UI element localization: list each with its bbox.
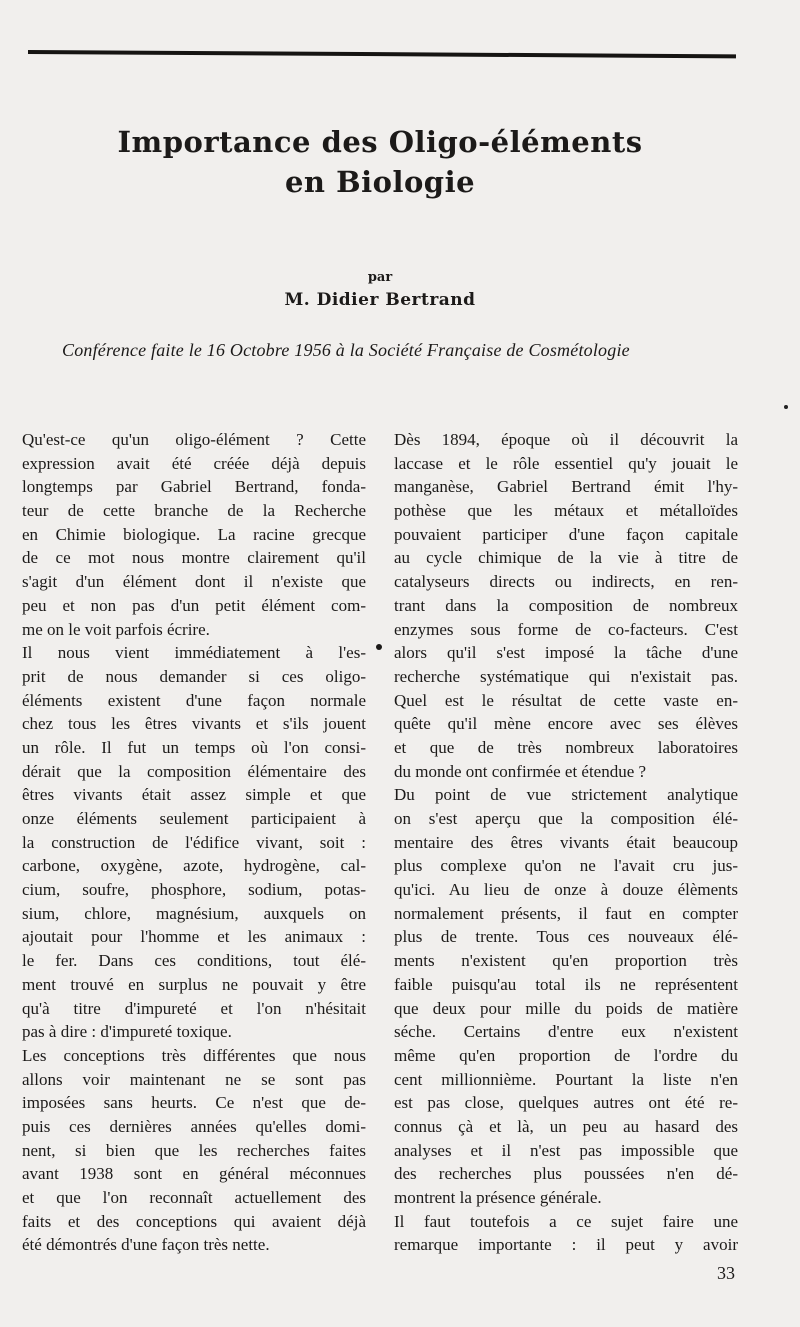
text-line: trant dans la composition de nombreux: [394, 595, 738, 615]
text-line: expression avait été créée déjà depuis: [22, 453, 366, 473]
author-name: M. Didier Bertrand: [284, 290, 476, 310]
text-line: peu et non pas d'un petit élément com-: [22, 595, 366, 615]
text-line: connus çà et là, un peu au hasard des: [394, 1116, 738, 1136]
top-rule: [28, 50, 736, 58]
text-line: prit de nous demander si ces oligo-: [22, 666, 366, 686]
text-line: Il nous vient immédiatement à l'es-: [22, 643, 366, 663]
text-line: recherche systématique qui n'existait pas.: [394, 666, 738, 686]
text-line: dérait que la composition élémentaire des: [22, 761, 366, 781]
text-line: avant 1938 sont en général méconnues: [22, 1164, 366, 1184]
text-line: le fer. Dans ces conditions, tout élé-: [22, 951, 366, 971]
text-line: mentaire des êtres vivants était beaucoup: [394, 832, 738, 852]
text-line: teur de cette branche de la Recherche: [22, 501, 366, 521]
text-line: pas à dire : d'impureté toxique.: [22, 1022, 232, 1042]
text-line: Dès 1894, époque où il découvrit la: [394, 430, 738, 449]
text-line: puis ces dernières années qu'elles domi-: [22, 1116, 366, 1136]
text-line: qu'ici. Au lieu de onze à douze élèments: [394, 880, 738, 900]
text-line: catalyseurs directs ou indirects, en ren-: [394, 572, 738, 592]
text-line: plus de trente. Tous ces nouveaux élé-: [394, 927, 738, 947]
text-line: été démontrés d'une façon très nette.: [22, 1235, 270, 1255]
text-line: faits et des conceptions qui avaient déjà: [22, 1211, 366, 1231]
text-line: on s'est aperçu que la composition élé-: [394, 809, 738, 828]
text-line: manganèse, Gabriel Bertrand émit l'hy-: [394, 477, 738, 497]
title-line-1: Importance des Oligo-éléments: [117, 125, 643, 159]
text-line: et que l'on reconnaît actuellement des: [22, 1188, 366, 1207]
text-line: pouvaient participer d'une façon capitale: [394, 524, 738, 544]
text-line: plus complexe qu'on ne l'avait cru jus-: [394, 856, 738, 876]
text-line: carbone, oxygène, azote, hydrogène, cal-: [22, 856, 366, 876]
article-title: [0, 122, 760, 202]
text-line: s'agit d'un élément dont il n'existe que: [22, 572, 366, 592]
stray-mark: [784, 405, 788, 409]
text-line: de ce mot nous montre clairement qu'il: [22, 548, 366, 568]
text-line: au cycle chimique de la vie à titre de: [394, 548, 738, 568]
text-line: Du point de vue strictement analytique: [394, 785, 738, 805]
title-line-2: en Biologie: [284, 165, 476, 199]
text-line: nent, si bien que les recherches faites: [22, 1140, 366, 1160]
text-line: des recherches plus poussées n'en dé-: [394, 1164, 738, 1184]
text-line: sium, chlore, magnésium, auxquels on: [22, 903, 366, 923]
text-line: cium, soufre, phosphore, sodium, potas-: [22, 880, 366, 900]
text-line: même qu'en proportion de l'ordre du: [394, 1045, 738, 1065]
text-line: êtres vivants était assez simple et que: [22, 785, 366, 805]
text-line: en Chimie biologique. La racine grecque: [22, 524, 366, 544]
text-line: laccase et le rôle essentiel qu'y jouait le: [394, 453, 738, 473]
text-line: montrent la présence générale.: [394, 1188, 602, 1207]
text-line: ajoutait pour l'homme et les animaux :: [22, 927, 366, 947]
page-number: 33: [717, 1263, 735, 1283]
text-line: éléments existent d'une façon normale: [22, 690, 366, 710]
text-line: pothèse que les métaux et métalloïdes: [394, 501, 738, 521]
left-column: [22, 428, 366, 1257]
text-line: normalement présents, il faut en compter: [394, 903, 738, 923]
text-line: me on le voit parfois écrire.: [22, 619, 210, 639]
text-line: allons voir maintenant ne se sont pas: [22, 1069, 366, 1089]
text-line: Quel est le résultat de cette vaste en-: [394, 690, 738, 710]
text-line: la construction de l'édifice vivant, soit :: [22, 832, 366, 852]
text-line: ment trouvé en surplus ne pouvait y être: [22, 974, 366, 994]
text-line: un rôle. Il fut un temps où l'on consi-: [22, 737, 366, 757]
text-line: qu'à titre d'impureté et l'on n'hésitait: [22, 998, 366, 1018]
text-line: longtemps par Gabriel Bertrand, fonda-: [22, 477, 366, 497]
text-line: Les conceptions très différentes que nous: [22, 1045, 366, 1065]
text-line: imposées sans heurts. Ce n'est que de-: [22, 1093, 366, 1113]
bullet-mark: [376, 644, 382, 650]
text-line: analyses et il n'est pas impossible que: [394, 1140, 738, 1160]
text-line: faible puisqu'au total ils ne représentent: [394, 974, 738, 994]
text-line: enzymes sous forme de co-facteurs. C'est: [394, 619, 738, 639]
conference-subtitle: Conférence faite le 16 Octobre 1956 à la Société Française de Cosmétologie: [62, 340, 630, 360]
text-line: onze éléments seulement participaient à: [22, 809, 366, 828]
text-line: chez tous les êtres vivants et s'ils jouent: [22, 714, 366, 734]
text-line: du monde ont confirmée et étendue ?: [394, 761, 647, 781]
text-line: ments n'existent qu'en proportion très: [394, 951, 738, 971]
text-line: alors qu'il s'est imposé la tâche d'une: [394, 643, 738, 663]
text-line: est pas close, quelques autres ont été re-: [394, 1093, 738, 1113]
text-line: Il faut toutefois a ce sujet faire une: [394, 1211, 738, 1231]
right-column: [394, 428, 738, 1257]
byline-prefix: par: [367, 270, 393, 285]
text-line: et que de très nombreux laboratoires: [394, 737, 738, 757]
text-line: cent millionnième. Pourtant la liste n'en: [394, 1069, 738, 1089]
text-line: remarque importante : il peut y avoir: [394, 1235, 738, 1255]
text-line: séche. Certains d'entre eux n'existent: [394, 1022, 738, 1042]
text-line: quête qu'il mène encore avec ses élèves: [394, 714, 738, 734]
text-line: que deux pour mille du poids de matière: [394, 998, 738, 1018]
text-line: Qu'est-ce qu'un oligo-élément ? Cette: [22, 430, 366, 449]
